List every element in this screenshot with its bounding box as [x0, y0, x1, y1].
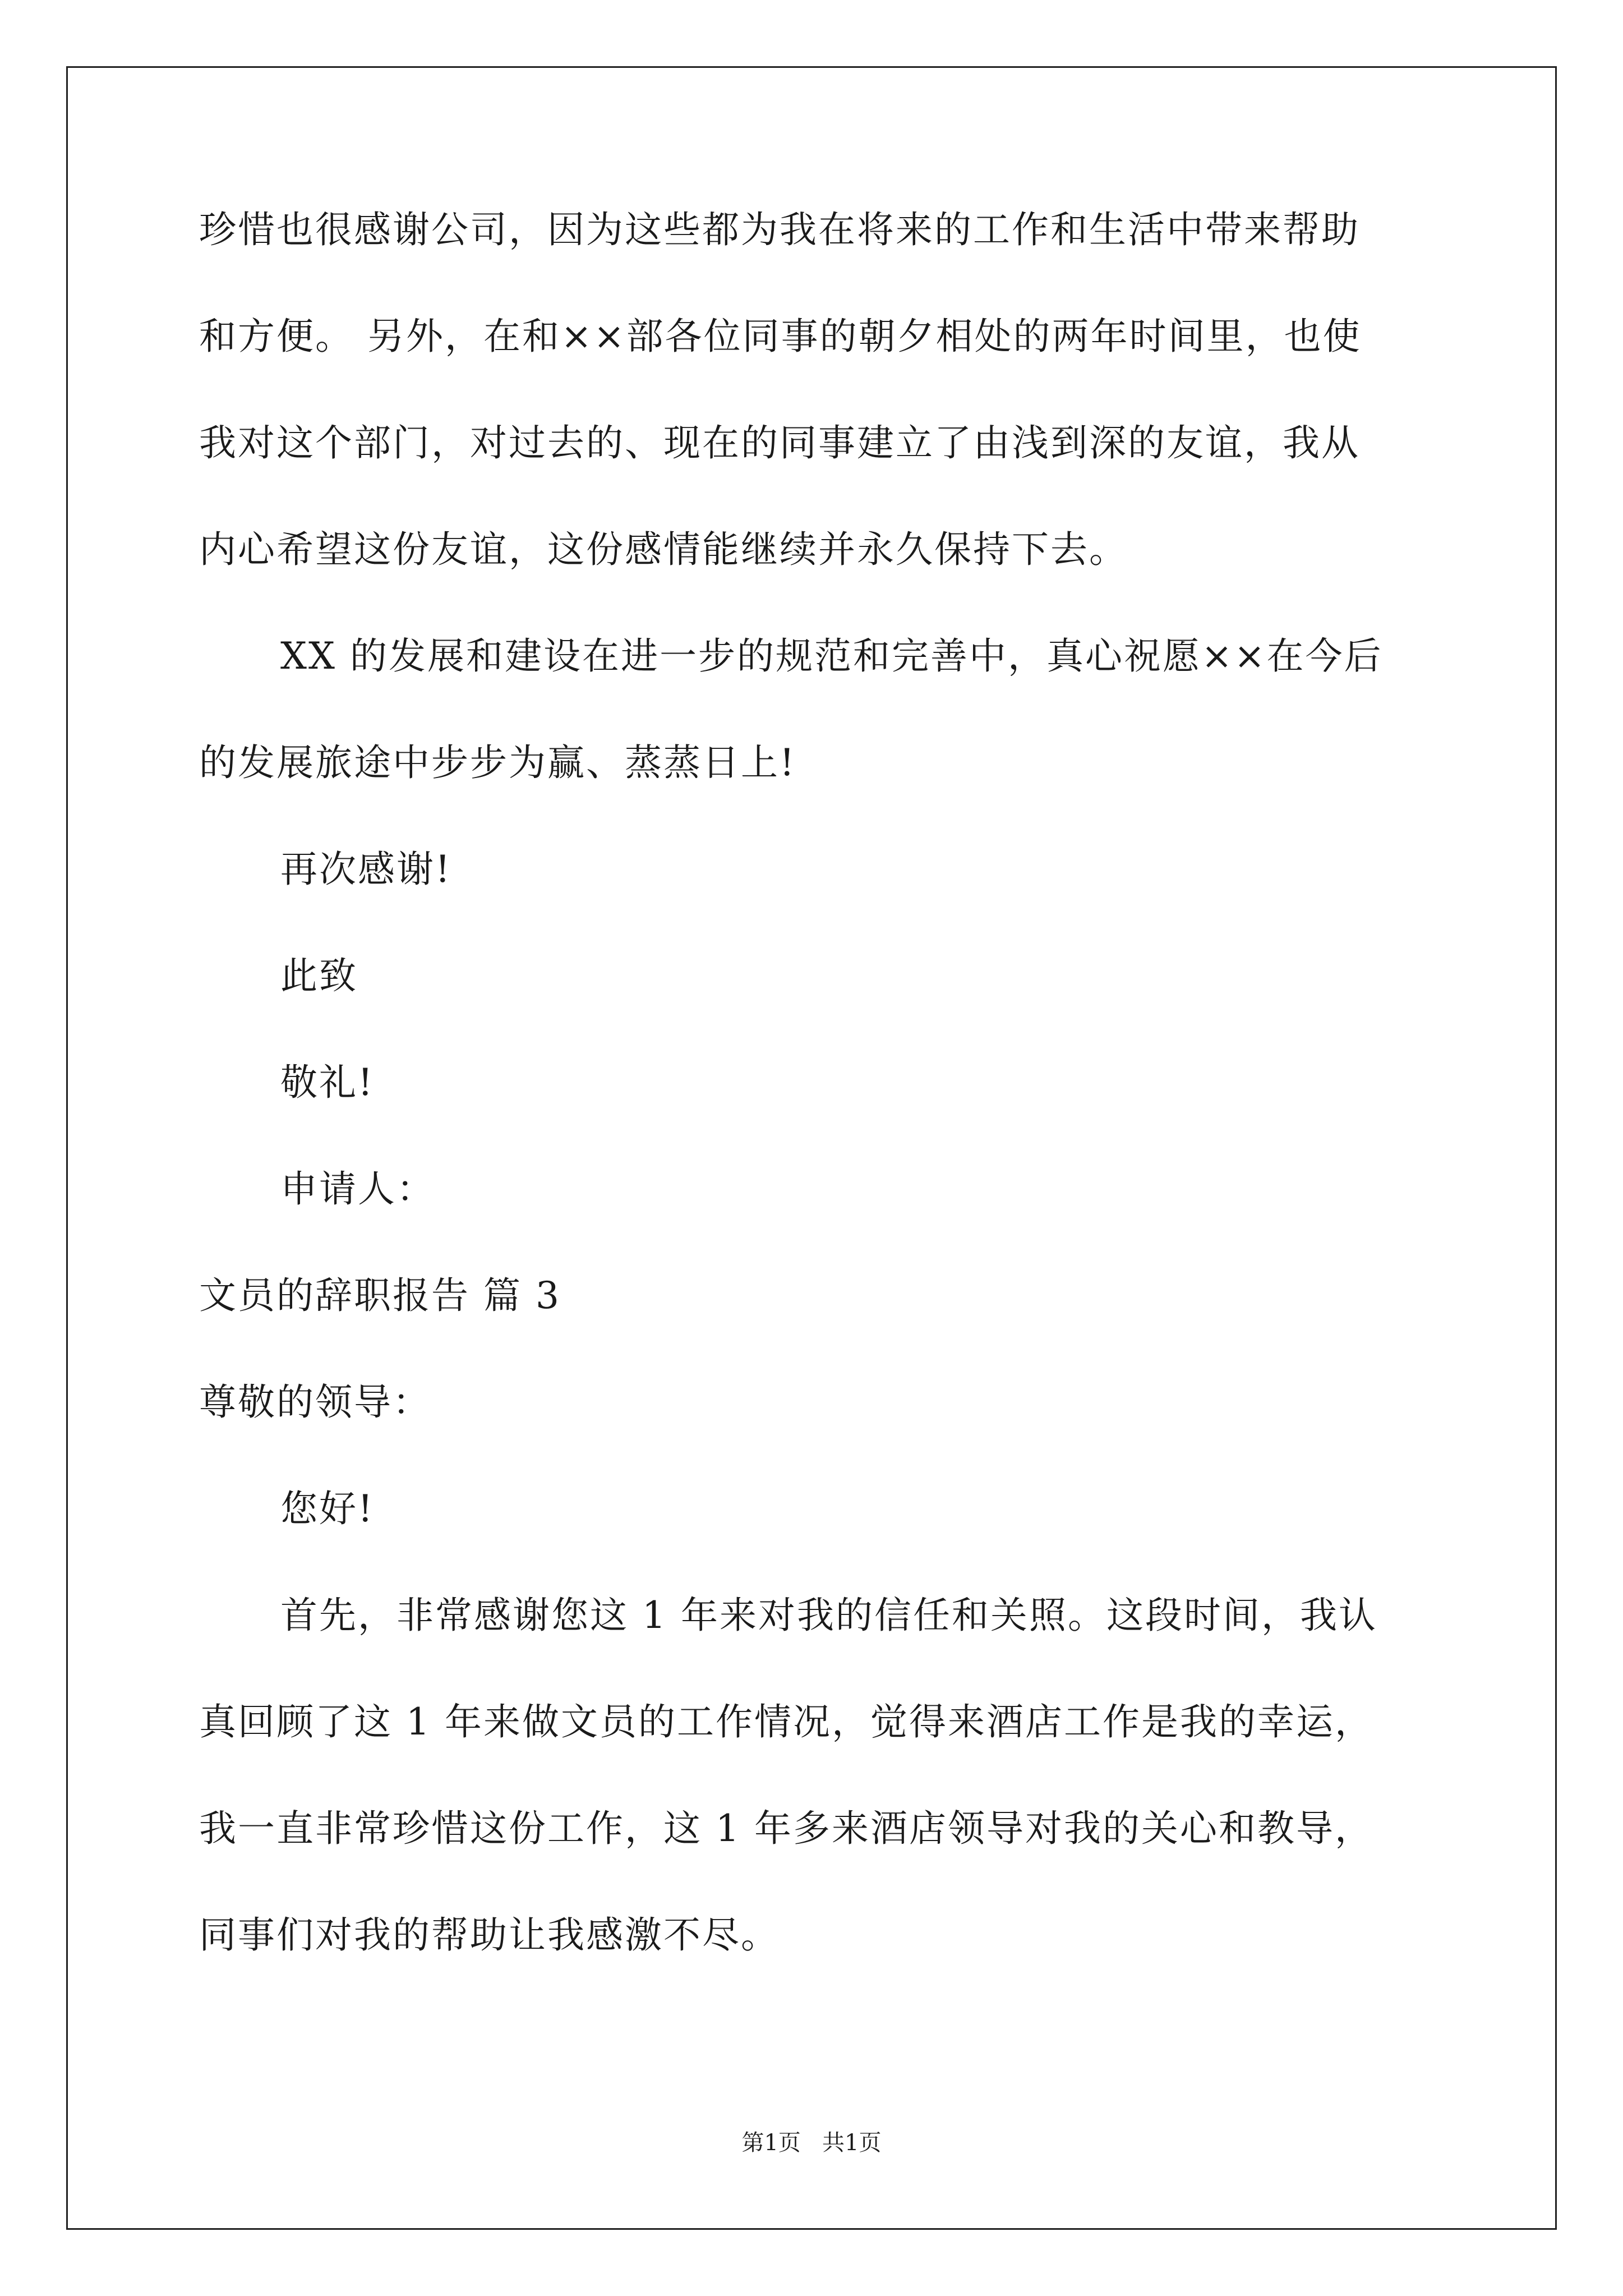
body-line-15: 真回顾了这 1 年来做文员的工作情况，觉得来酒店工作是我的幸运， — [199, 1700, 1373, 1743]
page-border — [66, 66, 1557, 2230]
body-line-17: 同事们对我的帮助让我感激不尽。 — [199, 1913, 780, 1957]
body-line-1: 珍惜也很感谢公司，因为这些都为我在将来的工作和生活中带来帮助 — [199, 208, 1360, 251]
body-line-5: XX 的发展和建设在进一步的规范和完善中，真心祝愿××在今后 — [280, 634, 1383, 678]
body-line-4: 内心希望这份友谊，这份感情能继续并永久保持下去。 — [199, 528, 1128, 571]
greeting: 您好! — [280, 1487, 375, 1530]
page-footer: 第1页 共1页 — [741, 2130, 882, 2156]
body-line-6: 的发展旅途中步步为赢、蒸蒸日上! — [199, 741, 796, 784]
applicant-label: 申请人： — [280, 1167, 435, 1211]
salutation: 尊敬的领导： — [199, 1381, 431, 1424]
body-line-2: 和方便。 另外，在和××部各位同事的朝夕相处的两年时间里，也使 — [199, 315, 1362, 358]
thanks-line: 再次感谢! — [280, 848, 452, 891]
body-line-3: 我对这个部门，对过去的、现在的同事建立了由浅到深的友谊，我从 — [199, 421, 1360, 464]
section-heading: 文员的辞职报告 篇 3 — [199, 1274, 561, 1317]
body-line-16: 我一直非常珍惜这份工作，这 1 年多来酒店领导对我的关心和教导， — [199, 1807, 1373, 1850]
closing-jingli: 敬礼! — [280, 1061, 375, 1104]
body-line-14: 首先，非常感谢您这 1 年来对我的信任和关照。这段时间，我认 — [280, 1594, 1377, 1637]
closing-zhizhi: 此致 — [280, 954, 358, 997]
